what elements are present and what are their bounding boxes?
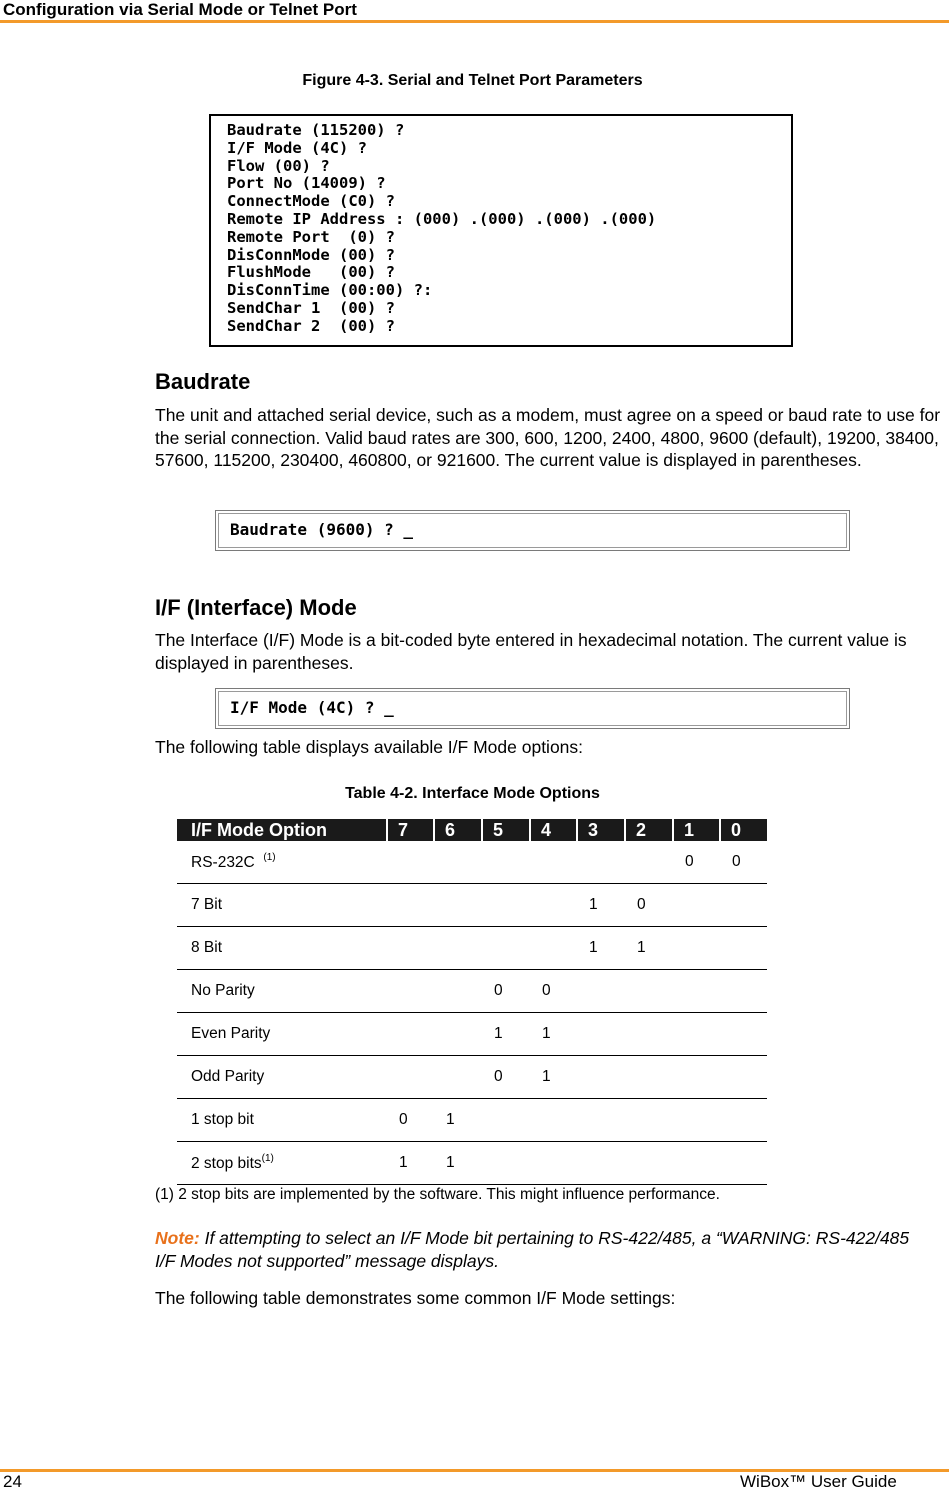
option-label: 2 stop bits bbox=[191, 1155, 262, 1172]
column-header: 6 bbox=[434, 819, 482, 841]
terminal-line: FlushMode (00) ? bbox=[227, 263, 395, 282]
bit-cell bbox=[434, 841, 482, 884]
bit-cell: 1 bbox=[434, 1099, 482, 1142]
ifmode-heading: I/F (Interface) Mode bbox=[155, 595, 357, 620]
bit-cell: 1 bbox=[577, 884, 625, 927]
option-cell: 8 Bit bbox=[177, 927, 387, 970]
table-caption: Table 4-2. Interface Mode Options bbox=[345, 785, 600, 802]
bit-cell bbox=[673, 927, 720, 970]
bit-cell bbox=[577, 970, 625, 1013]
bit-cell bbox=[482, 841, 530, 884]
table-row bbox=[177, 841, 767, 884]
bit-cell bbox=[673, 1142, 720, 1185]
bit-cell bbox=[434, 927, 482, 970]
terminal-line: DisConnMode (00) ? bbox=[227, 245, 395, 264]
interface-mode-table bbox=[177, 819, 767, 1185]
bit-cell bbox=[720, 884, 767, 927]
bit-cell bbox=[720, 1142, 767, 1185]
bit-cell bbox=[625, 1013, 673, 1056]
baudrate-description: The unit and attached serial device, such as a modem, must agree on a speed or baud rate to use for the serial connection. Valid baud rates are 300, 600, 1200, 2400, 4800, 9600 (default), 19200, 38400, 57600, 115200, 230400, 460800, or 921600. The current value is displayed in parentheses. bbox=[155, 405, 941, 470]
bit-cell bbox=[577, 1056, 625, 1099]
header-rule bbox=[0, 20, 949, 23]
terminal-screenshot bbox=[209, 114, 793, 347]
ifmode-code-example: I/F Mode (4C) ? _ bbox=[215, 688, 850, 729]
terminal-line: SendChar 2 (00) ? bbox=[227, 316, 395, 335]
table-intro: The following table displays available I/F Mode options: bbox=[155, 737, 584, 757]
bit-cell bbox=[387, 884, 434, 927]
bit-cell: 0 bbox=[530, 970, 577, 1013]
table-row bbox=[177, 1013, 767, 1056]
option-cell: Even Parity bbox=[177, 1013, 387, 1056]
note-text: If attempting to select an I/F Mode bit pertaining to RS-422/485, a “WARNING: RS-422/485 I/F Modes not supported” message displays. bbox=[155, 1228, 910, 1271]
bit-cell bbox=[482, 1099, 530, 1142]
bit-cell: 1 bbox=[482, 1013, 530, 1056]
bit-cell bbox=[482, 927, 530, 970]
footnote-marker: (1) bbox=[261, 1153, 274, 1164]
bit-cell bbox=[434, 884, 482, 927]
bit-cell bbox=[530, 884, 577, 927]
bit-cell bbox=[720, 1099, 767, 1142]
bit-cell bbox=[673, 1099, 720, 1142]
option-cell: 1 stop bit bbox=[177, 1099, 387, 1142]
bit-cell bbox=[673, 1056, 720, 1099]
baudrate-code-example: Baudrate (9600) ? _ bbox=[215, 510, 850, 551]
terminal-line: Flow (00) ? bbox=[227, 156, 330, 175]
bit-cell bbox=[530, 841, 577, 884]
table-header-row bbox=[177, 819, 767, 841]
page-header-title: Configuration via Serial Mode or Telnet Port bbox=[3, 0, 357, 19]
closing-paragraph: The following table demonstrates some common I/F Mode settings: bbox=[155, 1288, 676, 1308]
bit-cell bbox=[720, 927, 767, 970]
terminal-line: SendChar 1 (00) ? bbox=[227, 298, 395, 317]
bit-cell bbox=[625, 1099, 673, 1142]
terminal-line: Baudrate (115200) ? bbox=[227, 121, 405, 139]
bit-cell bbox=[673, 970, 720, 1013]
bit-cell: 1 bbox=[434, 1142, 482, 1185]
bit-cell bbox=[387, 1013, 434, 1056]
bit-cell bbox=[434, 970, 482, 1013]
table-footnote: (1) 2 stop bits are implemented by the software. This might influence performance. bbox=[155, 1186, 720, 1203]
bit-cell bbox=[387, 970, 434, 1013]
table-row bbox=[177, 884, 767, 927]
bit-cell bbox=[434, 1056, 482, 1099]
footer-title: WiBox™ User Guide bbox=[740, 1472, 897, 1491]
bit-cell bbox=[625, 1056, 673, 1099]
bit-cell bbox=[577, 1142, 625, 1185]
ifmode-description: The Interface (I/F) Mode is a bit-coded byte entered in hexadecimal notation. The current value is displayed in parentheses. bbox=[155, 630, 907, 673]
column-header: 4 bbox=[530, 819, 577, 841]
bit-cell bbox=[387, 927, 434, 970]
bit-cell: 0 bbox=[482, 970, 530, 1013]
bit-cell bbox=[577, 841, 625, 884]
bit-cell bbox=[530, 1142, 577, 1185]
bit-cell bbox=[625, 970, 673, 1013]
bit-cell bbox=[577, 1099, 625, 1142]
column-header: 3 bbox=[577, 819, 625, 841]
table-row bbox=[177, 970, 767, 1013]
table-row bbox=[177, 1056, 767, 1099]
terminal-line: Port No (14009) ? bbox=[227, 174, 386, 193]
bit-cell bbox=[625, 841, 673, 884]
note-label: Note: bbox=[155, 1228, 200, 1248]
bit-cell bbox=[577, 1013, 625, 1056]
baudrate-heading: Baudrate bbox=[155, 369, 251, 394]
bit-cell: 1 bbox=[625, 927, 673, 970]
option-cell: No Parity bbox=[177, 970, 387, 1013]
table-row bbox=[177, 927, 767, 970]
bit-cell: 0 bbox=[625, 884, 673, 927]
terminal-line: Remote Port (0) ? bbox=[227, 227, 395, 246]
bit-cell bbox=[530, 1099, 577, 1142]
column-header: I/F Mode Option bbox=[177, 819, 387, 841]
bit-cell bbox=[625, 1142, 673, 1185]
table-row bbox=[177, 1099, 767, 1142]
table-row bbox=[177, 1142, 767, 1185]
bit-cell bbox=[673, 884, 720, 927]
bit-cell bbox=[387, 841, 434, 884]
option-cell: 7 Bit bbox=[177, 884, 387, 927]
note bbox=[155, 1227, 915, 1273]
bit-cell: 1 bbox=[577, 927, 625, 970]
terminal-line: Remote IP Address : (000) .(000) .(000) .(000) bbox=[227, 209, 657, 228]
option-cell: Odd Parity bbox=[177, 1056, 387, 1099]
bit-cell bbox=[720, 1056, 767, 1099]
column-header: 7 bbox=[387, 819, 434, 841]
terminal-line: DisConnTime (00:00) ?: bbox=[227, 281, 433, 300]
bit-cell bbox=[482, 1142, 530, 1185]
bit-cell: 1 bbox=[530, 1056, 577, 1099]
column-header: 2 bbox=[625, 819, 673, 841]
bit-cell bbox=[720, 970, 767, 1013]
column-header: 1 bbox=[673, 819, 720, 841]
bit-cell: 0 bbox=[673, 841, 720, 884]
option-label: RS-232C bbox=[191, 854, 255, 871]
terminal-line: ConnectMode (C0) ? bbox=[227, 192, 395, 211]
bit-cell bbox=[673, 1013, 720, 1056]
bit-cell bbox=[387, 1056, 434, 1099]
page-number: 24 bbox=[3, 1472, 22, 1491]
bit-cell: 0 bbox=[482, 1056, 530, 1099]
footnote-marker: (1) bbox=[263, 852, 276, 863]
bit-cell: 0 bbox=[387, 1099, 434, 1142]
option-cell bbox=[177, 841, 387, 884]
terminal-line: I/F Mode (4C) ? bbox=[227, 138, 367, 157]
bit-cell bbox=[720, 1013, 767, 1056]
column-header: 5 bbox=[482, 819, 530, 841]
bit-cell: 0 bbox=[720, 841, 767, 884]
bit-cell bbox=[482, 884, 530, 927]
figure-caption: Figure 4-3. Serial and Telnet Port Parameters bbox=[302, 72, 643, 89]
bit-cell bbox=[530, 927, 577, 970]
option-cell bbox=[177, 1142, 387, 1185]
bit-cell: 1 bbox=[530, 1013, 577, 1056]
bit-cell bbox=[434, 1013, 482, 1056]
bit-cell: 1 bbox=[387, 1142, 434, 1185]
column-header: 0 bbox=[720, 819, 767, 841]
